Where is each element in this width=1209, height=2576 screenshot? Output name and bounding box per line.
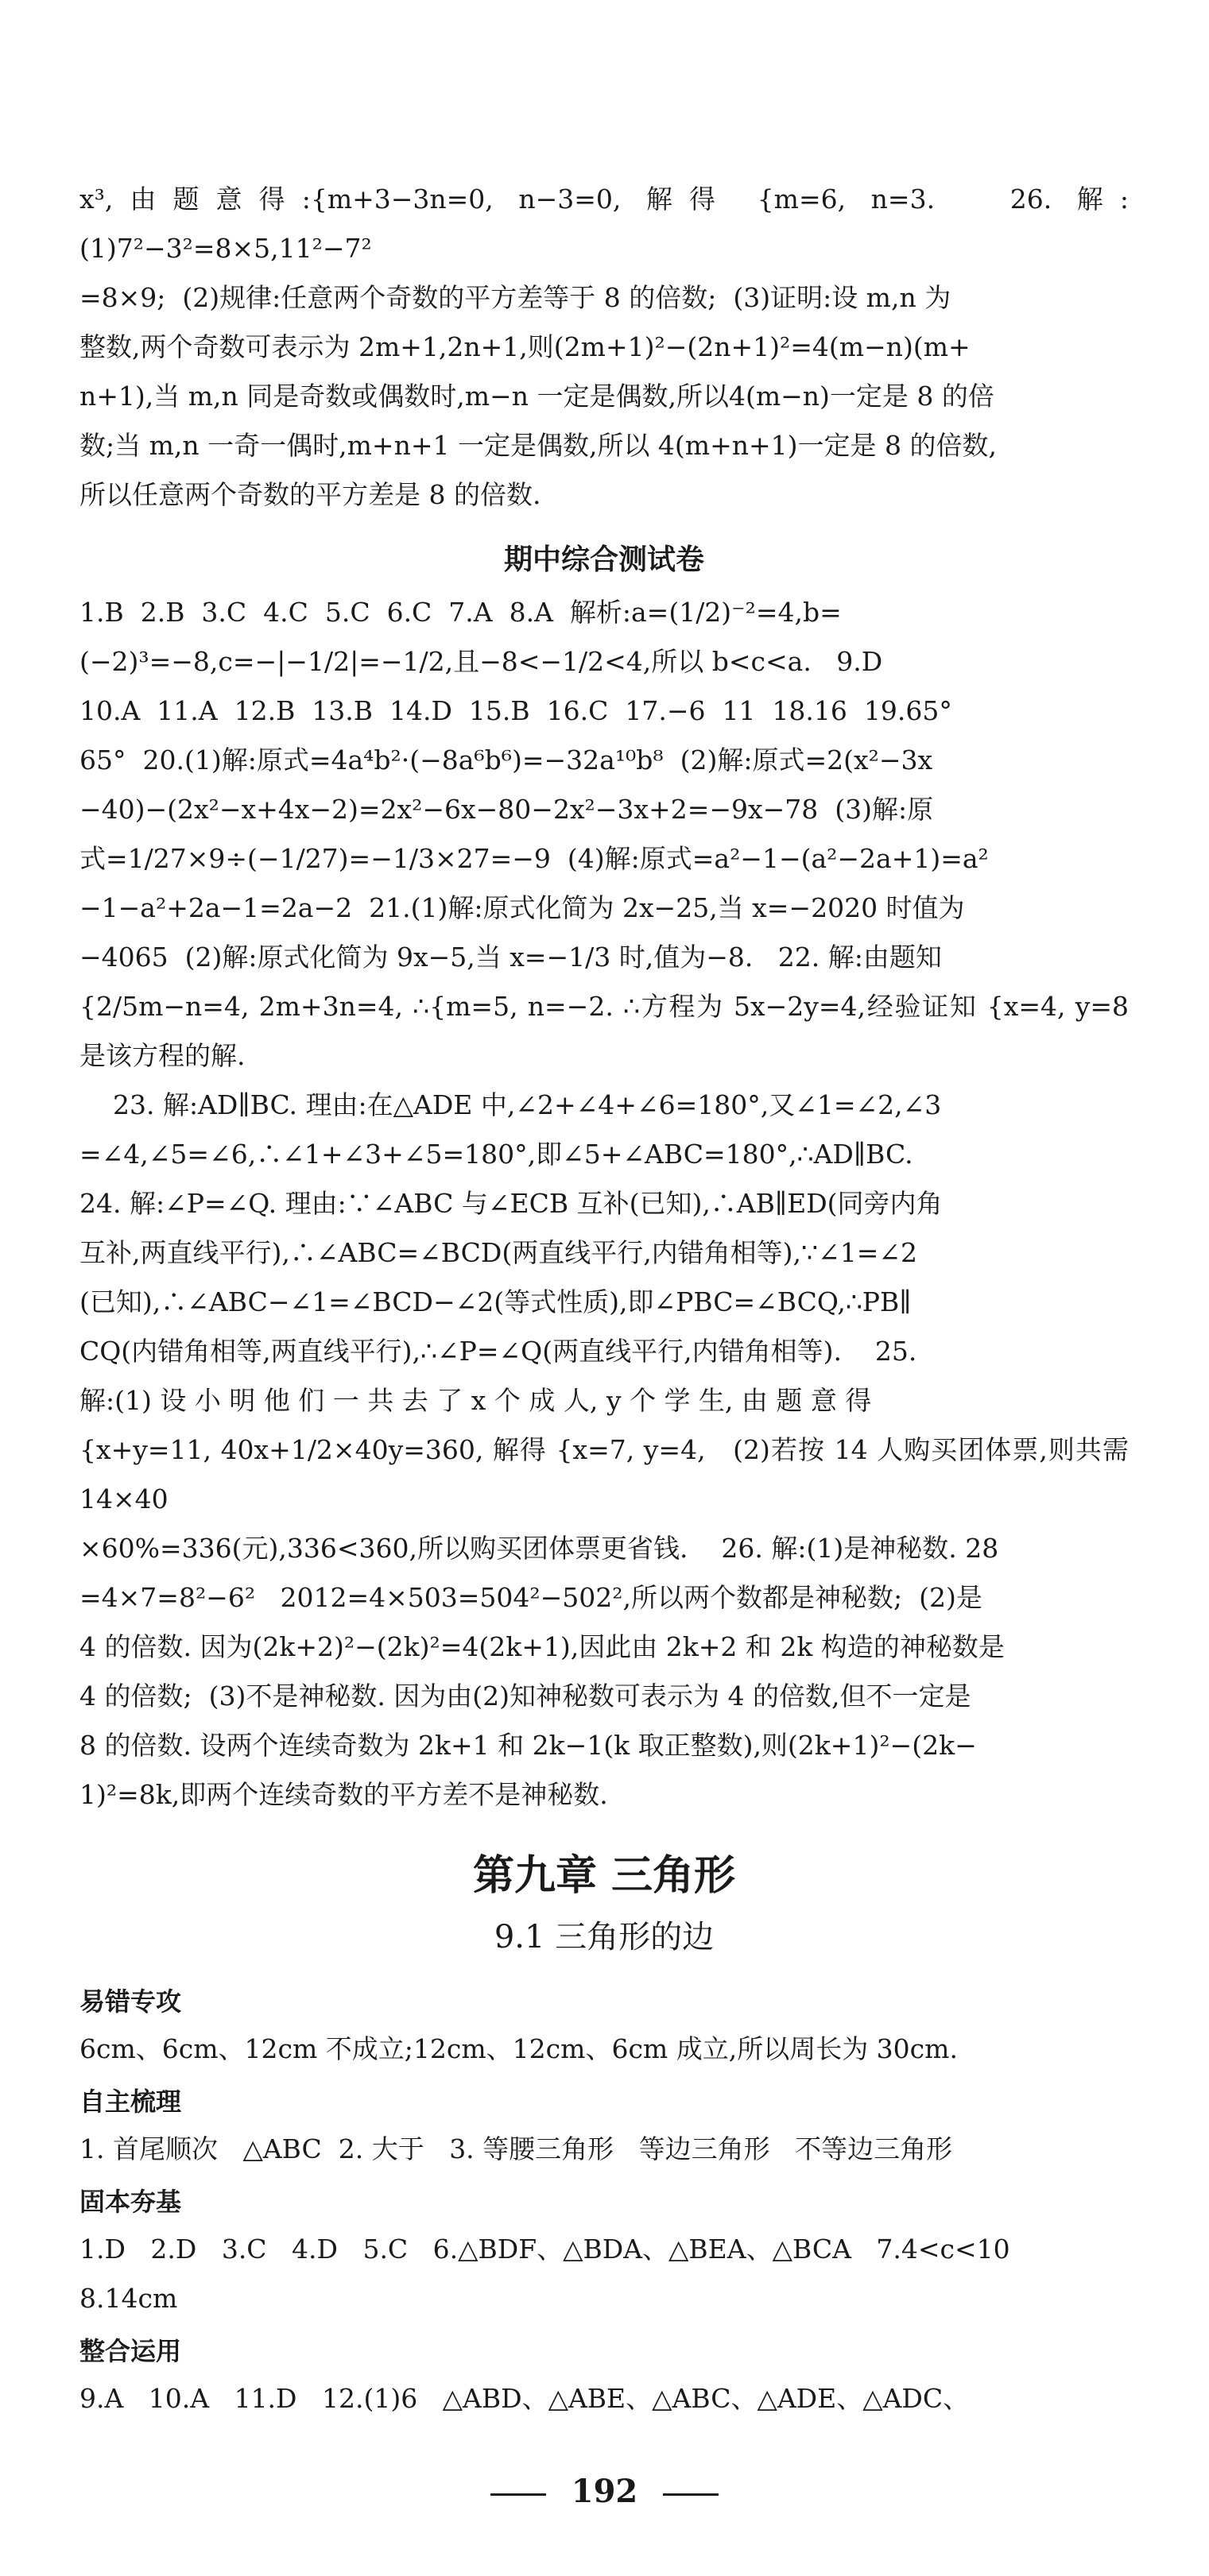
text-line: 式=1/27×9÷(−1/27)=−1/3×27=−9 (4)解:原式=a²−1−(a²−2a+1)=a² [79,843,989,874]
footer-dash-left [490,2493,546,2496]
block-label: 自主梳理 [79,2087,182,2117]
text-line: −1−a²+2a−1=2a−2 21.(1)解:原式化简为 2x−25,当 x=−2020 时值为 [79,892,965,923]
block-label: 易错专攻 [79,1986,182,2017]
text-line: (已知),∴∠ABC−∠1=∠BCD−∠2(等式性质),即∠PBC=∠BCQ,∴PB∥ [79,1286,912,1317]
text-line: 10.A 11.A 12.B 13.B 14.D 15.B 16.C 17.−6 11 18.16 19.65° [79,695,952,726]
chapter-title: 第九章 三角形 [472,1852,736,1900]
block-label: 固本夯基 [79,2187,182,2217]
text-line: 互补,两直线平行),∴∠ABC=∠BCD(两直线平行,内错角相等),∵∠1=∠2 [79,1237,917,1268]
text-line: 数;当 m,n 一奇一偶时,m+n+1 一定是偶数,所以 4(m+n+1)一定是 8 的倍数, [79,430,997,461]
footer-dash-right [663,2493,719,2496]
text-line: 解:(1) 设 小 明 他 们 一 共 去 了 x 个 成 人, y 个 学 生, 由 题 意 得 [79,1385,872,1416]
text-line: 1.D 2.D 3.C 4.D 5.C 6.△BDF、△BDA、△BEA、△BCA 7.4<c<10 [79,2234,1010,2265]
top-continuation [79,175,1129,520]
page-number: 192 [571,2473,638,2510]
block-yicuo [79,1978,1129,2074]
text-line: 整数,两个奇数可表示为 2m+1,2n+1,则(2m+1)²−(2n+1)²=4(m−n)(m+ [79,331,971,362]
text-line: 4 的倍数. 因为(2k+2)²−(2k)²=4(2k+1),因此由 2k+2 和 2k 构造的神秘数是 [79,1631,1005,1662]
midterm-answers [79,588,1137,1820]
block-label: 整合运用 [79,2336,182,2366]
block-zhenghe [79,2328,1129,2423]
text-line: 8.14cm [79,2283,178,2314]
text-line: 1.B 2.B 3.C 4.C 5.C 6.C 7.A 8.A 解析:a=(1/2)⁻²=4,b= [79,597,842,628]
text-line: 9.A 10.A 11.D 12.(1)6 △ABD、△ABE、△ABC、△ADE、△ADC、 [79,2383,970,2414]
text-line: x³,由题意得:{m+3−3n=0, n−3=0, 解得 {m=6, n=3. 26. 解:(1)7²−3²=8×5,11²−7² [79,184,1129,264]
text-line: 8 的倍数. 设两个连续奇数为 2k+1 和 2k−1(k 取正整数),则(2k+1)²−(2k− [79,1730,977,1761]
text-line: 1. 首尾顺次 △ABC 2. 大于 3. 等腰三角形 等边三角形 不等边三角形 [79,2133,953,2164]
block-zizhu [79,2079,1129,2174]
text-line: =4×7=8²−6² 2012=4×503=504²−502²,所以两个数都是神秘数; (2)是 [79,1582,982,1613]
text-line: =8×9; (2)规律:任意两个奇数的平方差等于 8 的倍数; (3)证明:设 m,n 为 [79,282,951,313]
content [79,175,1137,2423]
midterm-title: 期中综合测试卷 [503,543,704,576]
text-line: {2/5m−n=4, 2m+3n=4, ∴{m=5, n=−2. ∴方程为 5x−2y=4,经验证知 {x=4, y=8 是该方程的解. [79,991,1137,1071]
text-line: −4065 (2)解:原式化简为 9x−5,当 x=−1/3 时,值为−8. 22. 解:由题知 [79,942,942,973]
text-line: =∠4,∠5=∠6,∴∠1+∠3+∠5=180°,即∠5+∠ABC=180°,∴AD∥BC. [79,1139,913,1170]
text-line: n+1),当 m,n 同是奇数或偶数时,m−n 一定是偶数,所以4(m−n)一定是 8 的倍 [79,381,994,412]
page-footer [0,2473,1209,2510]
section-title: 9.1 三角形的边 [494,1919,715,1955]
text-line: 24. 解:∠P=∠Q. 理由:∵∠ABC 与∠ECB 互补(已知),∴AB∥ED(同旁内角 [79,1188,943,1219]
text-line: 6cm、6cm、12cm 不成立;12cm、12cm、6cm 成立,所以周长为 30cm. [79,2033,958,2064]
text-line: 65° 20.(1)解:原式=4a⁴b²·(−8a⁶b⁶)=−32a¹⁰b⁸ (2)解:原式=2(x²−3x [79,745,933,776]
block-guben [79,2179,1129,2323]
text-line: −40)−(2x²−x+4x−2)=2x²−6x−80−2x²−3x+2=−9x−78 (3)解:原 [79,794,934,825]
text-line: 所以任意两个奇数的平方差是 8 的倍数. [79,479,541,510]
text-line: (−2)³=−8,c=−|−1/2|=−1/2,且−8<−1/2<4,所以 b<c<a. 9.D [79,646,883,677]
text-line: CQ(内错角相等,两直线平行),∴∠P=∠Q(两直线平行,内错角相等). 25. [79,1336,917,1367]
text-line: 1)²=8k,即两个连续奇数的平方差不是神秘数. [79,1779,608,1810]
text-line: 4 的倍数; (3)不是神秘数. 因为由(2)知神秘数可表示为 4 的倍数,但不一定是 [79,1681,971,1712]
text-line: ×60%=336(元),336<360,所以购买团体票更省钱. 26. 解:(1)是神秘数. 28 [79,1533,999,1564]
text-line: 23. 解:AD∥BC. 理由:在△ADE 中,∠2+∠4+∠6=180°,又∠1=∠2,∠3 [79,1089,942,1120]
text-line: {x+y=11, 40x+1/2×40y=360, 解得 {x=7, y=4, (2)若按 14 人购买团体票,则共需 14×40 [79,1434,1137,1514]
